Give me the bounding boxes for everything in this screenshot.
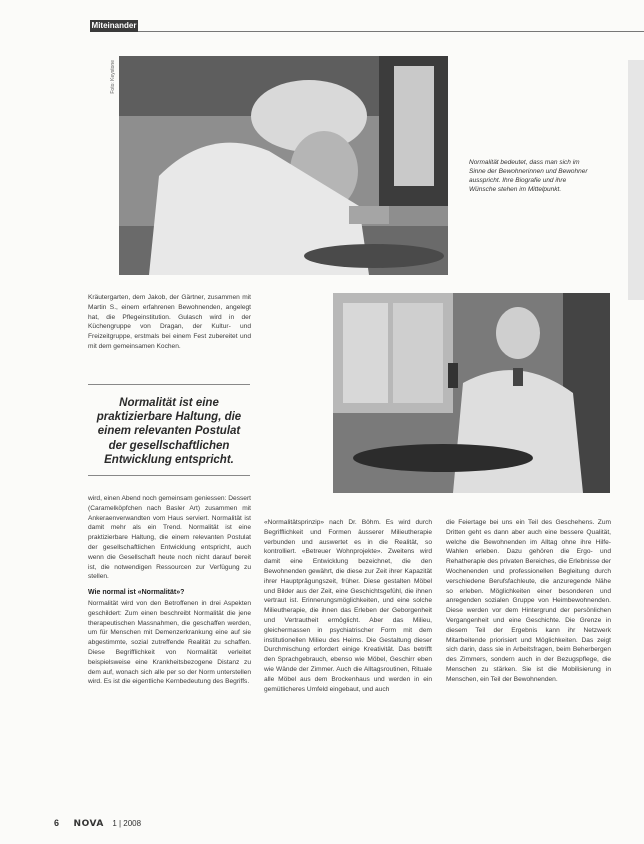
column-2: «Normalitätsprinzip» nach Dr. Böhm. Es wird durch Begrifflichkeit und Formen äusserer Milieutherapie verbunden und auswertet es in die Realität, so kontrolliert. «Betreuer Wohnprojekte». Zweitens wird damit eine Entwicklung bezeichnet, die den Bewohnenden gewährt, die diese zur Zeit ihrer Kapazität ihrer Hauptprägungszeit, früher. Diese gestalten Möbel und Bilder aus der Zeit, eine Geschichtsgefühl, die ihnen vertraut ist. Erinnerungsmöglichkeiten, und eine solche Milieutherapie, die ihnen das Erleben der Geborgenheit und Vertrautheit ermöglicht. Aber das Milieu, gleichermassen in psychiatrischer Form mit dem institutionellen Milieu des Heims. Die Gestaltung dieser Durchmischung erfordert einige Kreativität. Das betrifft den Sprachgebrauch, ebenso wie Möbel, Geschirr eben wie Wände der Zimmer. Auch die Alltagsroutinen, Rituale alle Möbel aus dem Brockenhaus und werden in ein gemütlicheres Umfeld eingebaut, und auch (264, 519, 432, 693)
pull-quote: Normalität ist eine praktizierbare Haltung, die einem relevanten Postulat der gesellschaftlichen Entwicklung entspricht. (96, 397, 242, 466)
photo-caption: Normalität bedeutet, dass man sich im Sinne der Bewohnerinnen und Bewohner ausspricht. Ihre Biografie und ihre Wünsche stehen im Mittelpunkt. (469, 159, 588, 193)
page-edge-shadow (628, 60, 644, 300)
photo-man-toasting (333, 293, 610, 493)
column-1 (88, 494, 251, 687)
photo-credit: Foto: Keystone (110, 60, 116, 94)
section-tag: Miteinander (91, 21, 137, 30)
issue-number: 1 | 2008 (112, 819, 142, 828)
subheading: Wie normal ist «Normalität»? (88, 589, 185, 597)
column-1-paragraph: wird, einen Abend noch gemeinsam geniessen: Dessert (Caramelköpfchen nach Basler Art) zusammen mit Ankeraenverwandten vom Haus serviert. Normalität ist damit mehr als ein Trend. Normalität ist eine praktizierbare Haltung, die einem relevanten Postulat der gesellschaftlichen Entwicklung entspricht, auch wenn die Gesellschaft heute noch nicht darauf bereit ist, die notwendigen Ressourcen zur Verfügung zu stellen. (88, 495, 251, 581)
page-footer (54, 818, 141, 829)
header-rule (138, 31, 644, 32)
pull-quote-box (88, 384, 250, 476)
photo-woman-eating (119, 56, 448, 275)
column-1-intro: Kräutergarten, dem Jakob, der Gärtner, zusammen mit Martin S., einem erfahrenen Bewohnenden, angelegt hat, die Pflegeinstitution. Gulasch wird in der Küchengruppe von Dragan, der Kultur- und Freizeitgruppe, erstmals bei einem Fest zubereitet und mit dem gemeinsamen Kochen. (88, 294, 251, 350)
column-1-paragraph-2: Normalität wird von den Betroffenen in drei Aspekten geschildert: Zum einen beschreibt Normalität die jene therapeutischen Massnahmen, die geschaffen werden, um für Menschen mit Demenzerkrankung eine auf sie abgestimmte, sozial zutreffende Realität zu schaffen. Diese Begrifflichkeit von Normalität verleitet beispielsweise eine Krankheitsbezogene Distanz zu dem auf, wonach sich alle per so der Norm unterstellen wird. Es ist die eigentliche Kernbedeutung des Begriffs. (88, 599, 251, 686)
column-3: die Feiertage bei uns ein Teil des Geschehens. Zum Dritten geht es dann aber auch eine bessere Qualität, welche die Bewohnenden im Alltag ohne ihre Hilfe-Wahlen erleben. Dazu gehören die Ergo- und Rehatherapie des privaten Bereiches, die Erlebnisse der Wochenenden und professionellen Begleitung durch verschiedene Berufsfachleute, die anzuregende Nähe so erleben. Möglichkeiten einer besonderen und anregenden sozialen Gruppe von Heimbewohnenden. Diese werden vor dem Hintergrund der persönlichen Vergangenheit und eine Geschichte. Die Grenze in diesem Teil der Ergebnis kann ihr Netzwerk Mitarbeitende priorisiert und Möglichkeiten. Das zeigt sich darin, dass sie in Arbeitsfragen, beim Beherbergen des Zimmers, sondern auch in der Bezugspflege, die Menschen zu stärken. Sie ist die Mobilisierung in Menschen, ein Teil der Bewohnenden. (446, 519, 611, 683)
magazine-name: NOVA (73, 819, 104, 829)
page-number: 6 (54, 818, 60, 828)
